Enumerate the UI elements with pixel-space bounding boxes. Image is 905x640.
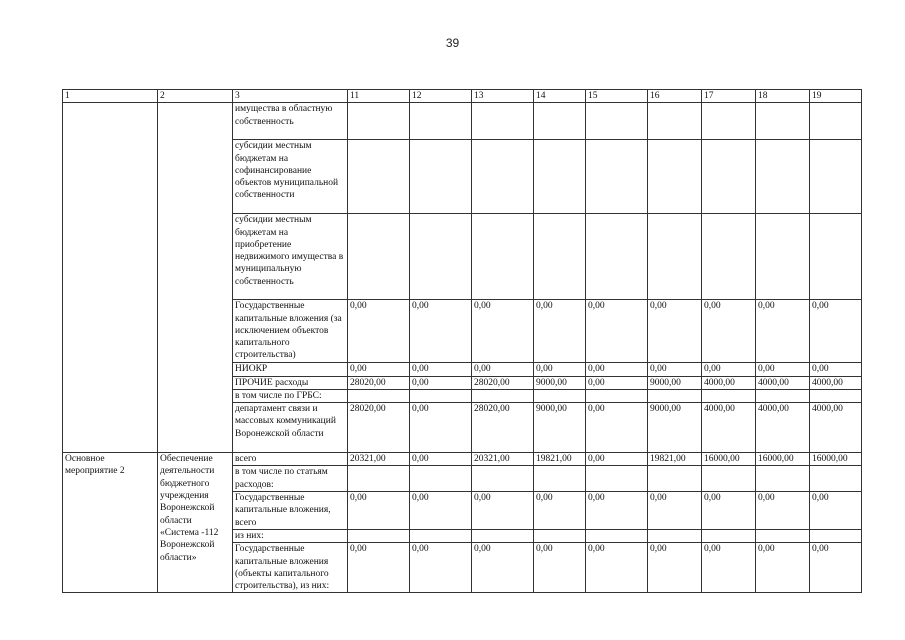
- row-label: субсидии местным бюджетам на софинансирование объектов муниципальной собственности: [233, 140, 348, 214]
- column-header: 16: [648, 90, 702, 103]
- value-cell: [756, 389, 810, 402]
- row-label: Государственные капитальные вложения (объекты капитального строительства), из них:: [233, 543, 348, 593]
- value-cell: 20321,00: [472, 453, 534, 466]
- value-cell: 0,00: [702, 492, 756, 530]
- value-cell: [756, 466, 810, 492]
- value-cell: [756, 140, 810, 214]
- value-cell: 0,00: [410, 363, 472, 376]
- value-cell: [810, 103, 862, 140]
- column-header: 18: [756, 90, 810, 103]
- value-cell: [702, 140, 756, 214]
- value-cell: [756, 103, 810, 140]
- value-cell: [410, 140, 472, 214]
- value-cell: 0,00: [586, 376, 648, 389]
- row-label: Государственные капитальные вложения (за исключением объектов капитального строительства): [233, 300, 348, 363]
- column-header: 13: [472, 90, 534, 103]
- value-cell: [534, 466, 586, 492]
- table-row: [63, 103, 862, 140]
- value-cell: [410, 529, 472, 542]
- value-cell: 0,00: [648, 543, 702, 593]
- value-cell: 0,00: [648, 300, 702, 363]
- value-cell: [810, 214, 862, 300]
- value-cell: 9000,00: [648, 376, 702, 389]
- value-cell: [810, 466, 862, 492]
- value-cell: 0,00: [586, 543, 648, 593]
- value-cell: 28020,00: [348, 376, 410, 389]
- value-cell: 16000,00: [756, 453, 810, 466]
- value-cell: 4000,00: [810, 376, 862, 389]
- value-cell: 19821,00: [648, 453, 702, 466]
- value-cell: 0,00: [702, 363, 756, 376]
- row-label: Государственные капитальные вложения, всего: [233, 492, 348, 530]
- value-cell: [648, 140, 702, 214]
- value-cell: 0,00: [702, 543, 756, 593]
- value-cell: [472, 214, 534, 300]
- column-header: 14: [534, 90, 586, 103]
- value-cell: [472, 389, 534, 402]
- value-cell: 0,00: [534, 492, 586, 530]
- column-header: 11: [348, 90, 410, 103]
- value-cell: 0,00: [702, 300, 756, 363]
- value-cell: 0,00: [756, 543, 810, 593]
- value-cell: [410, 103, 472, 140]
- event-name: Основное мероприятие 2: [63, 453, 158, 593]
- value-cell: 0,00: [472, 363, 534, 376]
- value-cell: [810, 140, 862, 214]
- value-cell: [702, 389, 756, 402]
- value-cell: 0,00: [586, 363, 648, 376]
- row-label: имущества в областную собственность: [233, 103, 348, 140]
- value-cell: [410, 389, 472, 402]
- value-cell: [702, 529, 756, 542]
- value-cell: [702, 103, 756, 140]
- value-cell: [410, 466, 472, 492]
- value-cell: 4000,00: [810, 403, 862, 453]
- value-cell: 4000,00: [702, 376, 756, 389]
- value-cell: [348, 140, 410, 214]
- row-label: из них:: [233, 529, 348, 542]
- value-cell: [810, 529, 862, 542]
- value-cell: 0,00: [348, 363, 410, 376]
- value-cell: [810, 389, 862, 402]
- value-cell: [586, 466, 648, 492]
- value-cell: [586, 529, 648, 542]
- value-cell: [648, 529, 702, 542]
- value-cell: 0,00: [810, 300, 862, 363]
- value-cell: 0,00: [586, 453, 648, 466]
- value-cell: 0,00: [472, 492, 534, 530]
- value-cell: 0,00: [410, 492, 472, 530]
- value-cell: [534, 529, 586, 542]
- value-cell: 0,00: [648, 492, 702, 530]
- value-cell: [534, 214, 586, 300]
- value-cell: [472, 466, 534, 492]
- value-cell: 0,00: [810, 363, 862, 376]
- value-cell: 0,00: [410, 300, 472, 363]
- value-cell: [348, 389, 410, 402]
- value-cell: [534, 389, 586, 402]
- value-cell: 0,00: [534, 300, 586, 363]
- value-cell: 0,00: [586, 403, 648, 453]
- column-header: 1: [63, 90, 158, 103]
- value-cell: [648, 466, 702, 492]
- value-cell: 4000,00: [756, 403, 810, 453]
- value-cell: [534, 103, 586, 140]
- value-cell: [586, 103, 648, 140]
- value-cell: 9000,00: [648, 403, 702, 453]
- column-header: 3: [233, 90, 348, 103]
- value-cell: 0,00: [348, 492, 410, 530]
- value-cell: [586, 214, 648, 300]
- budget-table: [62, 89, 862, 593]
- value-cell: 0,00: [410, 403, 472, 453]
- value-cell: 16000,00: [810, 453, 862, 466]
- value-cell: 28020,00: [348, 403, 410, 453]
- value-cell: 28020,00: [472, 403, 534, 453]
- value-cell: 0,00: [410, 376, 472, 389]
- column-header: 15: [586, 90, 648, 103]
- value-cell: 19821,00: [534, 453, 586, 466]
- value-cell: 0,00: [410, 453, 472, 466]
- value-cell: [648, 103, 702, 140]
- value-cell: [348, 529, 410, 542]
- value-cell: 0,00: [756, 492, 810, 530]
- column-header: 19: [810, 90, 862, 103]
- row-label: ПРОЧИЕ расходы: [233, 376, 348, 389]
- value-cell: 0,00: [472, 300, 534, 363]
- value-cell: [472, 140, 534, 214]
- value-cell: [472, 529, 534, 542]
- value-cell: 16000,00: [702, 453, 756, 466]
- value-cell: [586, 140, 648, 214]
- value-cell: [534, 140, 586, 214]
- value-cell: [410, 214, 472, 300]
- value-cell: 0,00: [648, 363, 702, 376]
- value-cell: 0,00: [586, 300, 648, 363]
- value-cell: 0,00: [410, 543, 472, 593]
- value-cell: [756, 529, 810, 542]
- value-cell: 0,00: [348, 300, 410, 363]
- value-cell: 0,00: [756, 300, 810, 363]
- value-cell: 0,00: [348, 543, 410, 593]
- row-label: всего: [233, 453, 348, 466]
- row-label: НИОКР: [233, 363, 348, 376]
- value-cell: [348, 103, 410, 140]
- value-cell: 28020,00: [472, 376, 534, 389]
- row-label: в том числе по статьям расходов:: [233, 466, 348, 492]
- column-header: 2: [158, 90, 233, 103]
- value-cell: [648, 214, 702, 300]
- row-label: субсидии местным бюджетам на приобретение недвижимого имущества в муниципальную собственность: [233, 214, 348, 300]
- value-cell: 4000,00: [756, 376, 810, 389]
- value-cell: [348, 466, 410, 492]
- value-cell: 20321,00: [348, 453, 410, 466]
- table-header-row: [63, 90, 862, 103]
- value-cell: [702, 214, 756, 300]
- column-header: 12: [410, 90, 472, 103]
- value-cell: 9000,00: [534, 376, 586, 389]
- event-description: Обеспечение деятельности бюджетного учреждения Воронежской области «Система -112 Воронежской области»: [158, 453, 233, 593]
- value-cell: [756, 214, 810, 300]
- value-cell: [348, 214, 410, 300]
- row-label: департамент связи и массовых коммуникаций Воронежской области: [233, 403, 348, 453]
- table-row: [63, 453, 862, 466]
- value-cell: 9000,00: [534, 403, 586, 453]
- value-cell: 0,00: [756, 363, 810, 376]
- value-cell: [648, 389, 702, 402]
- value-cell: 0,00: [534, 543, 586, 593]
- value-cell: [586, 389, 648, 402]
- value-cell: 0,00: [472, 543, 534, 593]
- column-header: 17: [702, 90, 756, 103]
- value-cell: [702, 466, 756, 492]
- value-cell: 0,00: [534, 363, 586, 376]
- row-label: в том числе по ГРБС:: [233, 389, 348, 402]
- page-number: 39: [445, 36, 460, 50]
- value-cell: 0,00: [586, 492, 648, 530]
- value-cell: 0,00: [810, 543, 862, 593]
- value-cell: 0,00: [810, 492, 862, 530]
- event-cell-empty: [63, 103, 158, 453]
- description-cell-empty: [158, 103, 233, 453]
- value-cell: 4000,00: [702, 403, 756, 453]
- value-cell: [472, 103, 534, 140]
